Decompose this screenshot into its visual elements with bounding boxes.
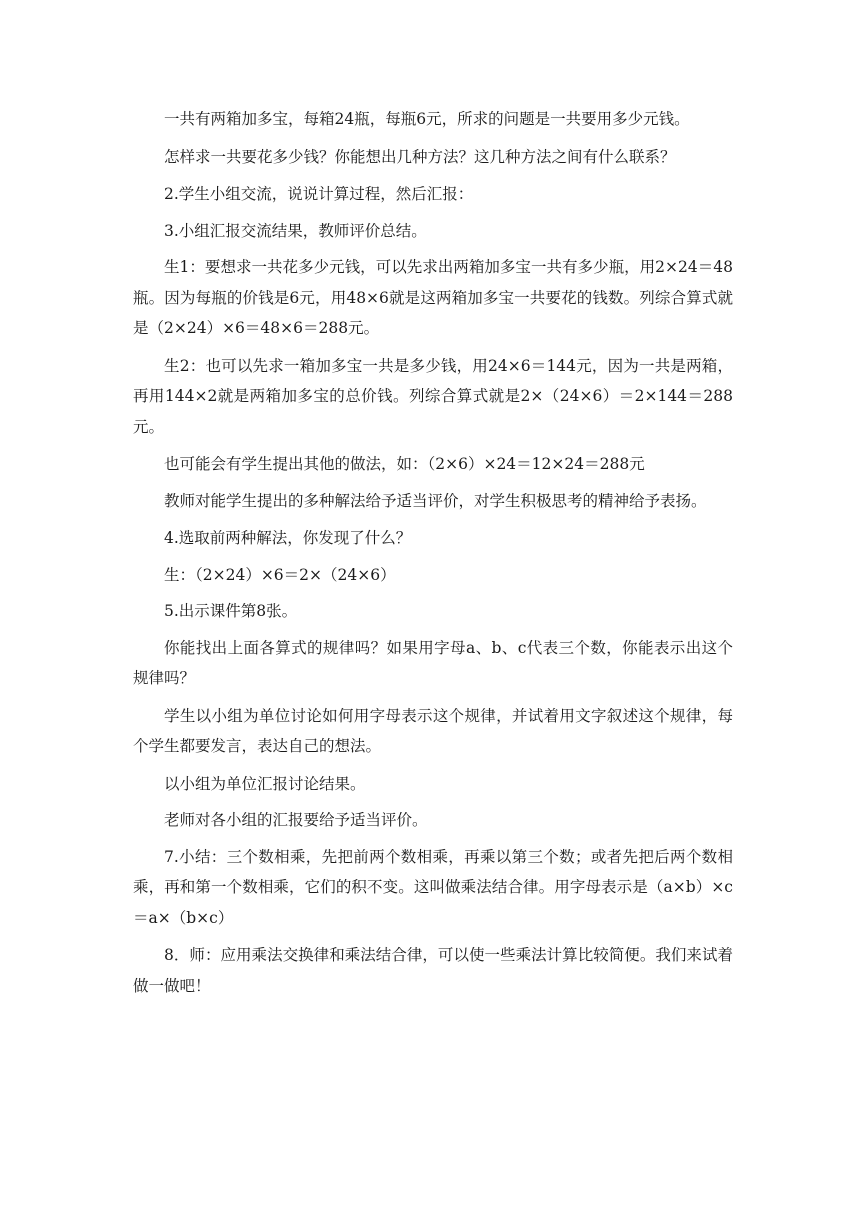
paragraph-student-answer: 生：（2×24）×6＝2×（24×6） (164, 565, 396, 584)
paragraph-problem-restatement: 一共有两箱加多宝，每箱24瓶，每瓶6元，所求的问题是一共要用多少元钱。 (164, 110, 690, 128)
paragraph-group-report: 以小组为单位汇报讨论结果。 (164, 774, 366, 793)
paragraph-group-discussion: 学生以小组为单位讨论如何用字母表示这个规律，并试着用文字叙述这个规律，每个学生都要发言，表达自己的想法。 (133, 706, 733, 755)
paragraph-student-2: 生2：也可以先求一箱加多宝一共是多少钱，用24×6＝144元，因为一共是两箱，再用144×2就是两箱加多宝的总价钱。列综合算式就是2×（24×6）＝2×144＝288元。 (133, 356, 733, 436)
paragraph-teacher-review: 老师对各小组的汇报要给予适当评价。 (164, 811, 428, 829)
document-body (133, 104, 733, 1008)
paragraph-teacher-evaluation: 教师对能学生提出的多种解法给予适当评价，对学生积极思考的精神给予表扬。 (164, 491, 707, 510)
paragraph-question-methods: 怎样求一共要花多少钱？你能想出几种方法？这几种方法之间有什么联系？ (164, 147, 676, 166)
paragraph-step-4: 4.选取前两种解法，你发现了什么？ (164, 529, 412, 547)
paragraph-step-2: 2.学生小组交流，说说计算过程，然后汇报： (164, 185, 474, 203)
paragraph-step-3: 3.小组汇报交流结果，教师评价总结。 (164, 221, 427, 240)
paragraph-summary-step-7: 7.小结：三个数相乘，先把前两个数相乘，再乘以第三个数；或者先把后两个数相乘，再和第一个数相乘，它们的积不变。这叫做乘法结合律。用字母表示是（a×b）×c＝a×（b×c） (133, 847, 733, 927)
paragraph-step-8: 8．师：应用乘法交换律和乘法结合律，可以使一些乘法计算比较简便。我们来试着做一做吧！ (133, 946, 733, 995)
paragraph-step-5: 5.出示课件第8张。 (164, 602, 298, 620)
paragraph-student-1: 生1：要想求一共花多少元钱，可以先求出两箱加多宝一共有多少瓶，用2×24＝48瓶。因为每瓶的价钱是6元，用48×6就是这两箱加多宝一共要花的钱数。列综合算式就是（2×24）×6＝48×6＝288元。 (133, 258, 733, 337)
paragraph-find-pattern: 你能找出上面各算式的规律吗？如果用字母a、b、c代表三个数，你能表示出这个规律吗？ (133, 638, 733, 687)
paragraph-other-method: 也可能会有学生提出其他的做法，如：（2×6）×24＝12×24＝288元 (164, 455, 645, 473)
